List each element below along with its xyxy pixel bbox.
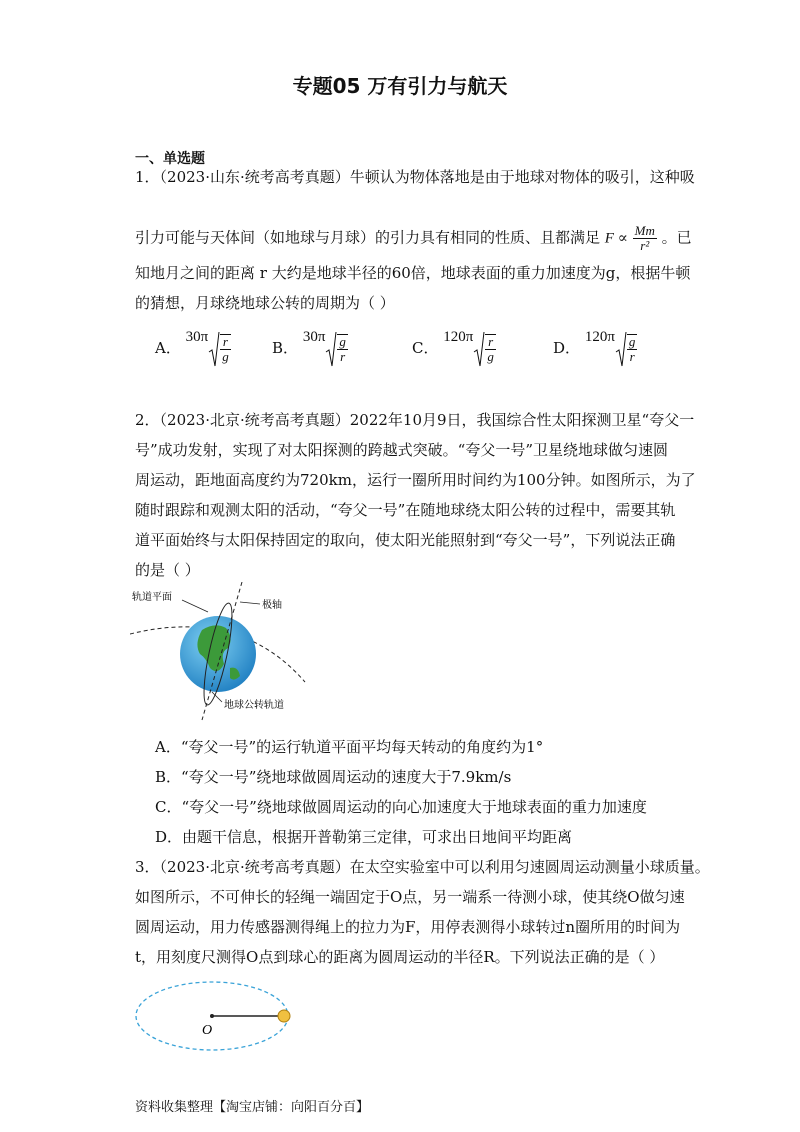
label-polar-axis: 极轴 xyxy=(262,600,282,611)
label-earth-orbit: 地球公转轨道 xyxy=(224,700,284,711)
label-o: O xyxy=(202,1023,213,1038)
q2-option-b[interactable]: B．“夸父一号”绕地球做圆周运动的速度大于7.9km/s xyxy=(155,768,512,786)
footer-note: 资料收集整理【淘宝店铺：向阳百分百】 xyxy=(135,1100,370,1115)
q2-line-3: 周运动，距地面高度约为720km，运行一圈所用时间约为100分钟。如图所示，为了 xyxy=(135,471,696,489)
sqrt-radical-icon xyxy=(615,330,627,368)
q1-line-3: 知地月之间的距离 r 大约是地球半径的60倍，地球表面的重力加速度为g，根据牛顿 xyxy=(135,264,691,282)
q1-formula-denominator: r² xyxy=(640,238,650,253)
option-numerator: r xyxy=(220,335,231,350)
q1-formula-numerator: Mm xyxy=(634,223,655,238)
section-heading: 一、单选题 xyxy=(135,151,205,167)
q1-line-4: 的猜想，月球绕地球公转的周期为（ ） xyxy=(135,294,395,312)
q1-option-c[interactable] xyxy=(412,330,496,368)
q2-line-1: 2．（2023·北京·统考高考真题）2022年10月9日，我国综合性太阳探测卫星“夸父一 xyxy=(135,411,695,429)
option-numerator: g xyxy=(628,334,636,349)
option-coefficient: 30π xyxy=(302,329,326,345)
option-denominator: g xyxy=(222,349,229,364)
q1-formula-lhs: F ∝ xyxy=(604,230,628,247)
center-point-o xyxy=(210,1014,214,1018)
q2-option-a[interactable]: A．“夸父一号”的运行轨道平面平均每天转动的角度约为1° xyxy=(155,738,544,756)
q1-formula-fraction xyxy=(633,224,657,253)
option-fraction xyxy=(337,334,348,364)
q2-option-d[interactable]: D．由题干信息，根据开普勒第三定律，可求出日地间平均距离 xyxy=(155,828,573,846)
q1-line-1: 1．（2023·山东·统考高考真题）牛顿认为物体落地是由于地球对物体的吸引，这种吸 xyxy=(135,168,695,186)
q2-line-6: 的是（ ） xyxy=(135,561,200,579)
option-denominator: r xyxy=(340,349,346,364)
q1-line-2 xyxy=(135,224,692,253)
option-numerator: g xyxy=(339,334,346,349)
ball-icon xyxy=(278,1010,290,1022)
q2-option-c[interactable]: C．“夸父一号”绕地球做圆周运动的向心加速度大于地球表面的重力加速度 xyxy=(155,798,647,816)
option-fraction xyxy=(220,334,231,364)
q2-line-5: 道平面始终与太阳保持固定的取向，使太阳光能照射到“夸父一号”，下列说法正确 xyxy=(135,531,676,549)
option-coefficient: 30π xyxy=(185,329,209,345)
page-title: 专题05 万有引力与航天 xyxy=(292,74,508,98)
option-denominator: g xyxy=(487,349,494,364)
leader-axis xyxy=(240,602,260,604)
q1-line-2-tail: 。已 xyxy=(661,228,692,247)
earth-orbit-figure xyxy=(130,582,350,722)
option-label: C． xyxy=(412,339,439,357)
q3-line-4: t，用刻度尺测得O点到球心的距离为圆周运动的半径R。下列说法正确的是（ ） xyxy=(135,948,665,966)
option-denominator: r xyxy=(629,349,635,364)
leader-orbit-plane xyxy=(182,600,208,612)
q1-option-a[interactable] xyxy=(155,330,231,368)
option-fraction xyxy=(627,334,638,364)
sqrt-radical-icon xyxy=(208,330,220,368)
q2-line-4: 随时跟踪和观测太阳的活动，“夸父一号”在随地球绕太阳公转的过程中，需要其轨 xyxy=(135,501,676,519)
circular-motion-figure xyxy=(130,978,300,1058)
q3-line-1: 3．（2023·北京·统考高考真题）在太空实验室中可以利用匀速圆周运动测量小球质量。 xyxy=(135,858,710,876)
option-coefficient: 120π xyxy=(443,329,474,345)
q3-line-3: 圆周运动，用力传感器测得绳上的拉力为F，用停表测得小球转过n圈所用的时间为 xyxy=(135,918,681,936)
sqrt-radical-icon xyxy=(473,330,485,368)
q1-option-b[interactable] xyxy=(272,330,348,368)
q1-line-2-text: 引力可能与天体间（如地球与月球）的引力具有相同的性质、且都满足 xyxy=(135,228,601,247)
q3-line-2: 如图所示，不可伸长的轻绳一端固定于O点，另一端系一待测小球，使其绕O做匀速 xyxy=(135,888,685,906)
option-label: D． xyxy=(553,339,581,357)
option-label: A． xyxy=(155,339,181,357)
label-orbit-plane: 轨道平面 xyxy=(132,592,172,603)
leader-earth-orbit xyxy=(212,692,222,702)
sqrt-radical-icon xyxy=(325,330,337,368)
q1-option-d[interactable] xyxy=(553,330,637,368)
option-coefficient: 120π xyxy=(584,329,615,345)
q2-line-2: 号”成功发射，实现了对太阳探测的跨越式突破。“夸父一号”卫星绕地球做匀速圆 xyxy=(135,441,669,459)
option-fraction xyxy=(485,334,496,364)
option-numerator: r xyxy=(485,335,496,350)
option-label: B． xyxy=(272,339,299,357)
